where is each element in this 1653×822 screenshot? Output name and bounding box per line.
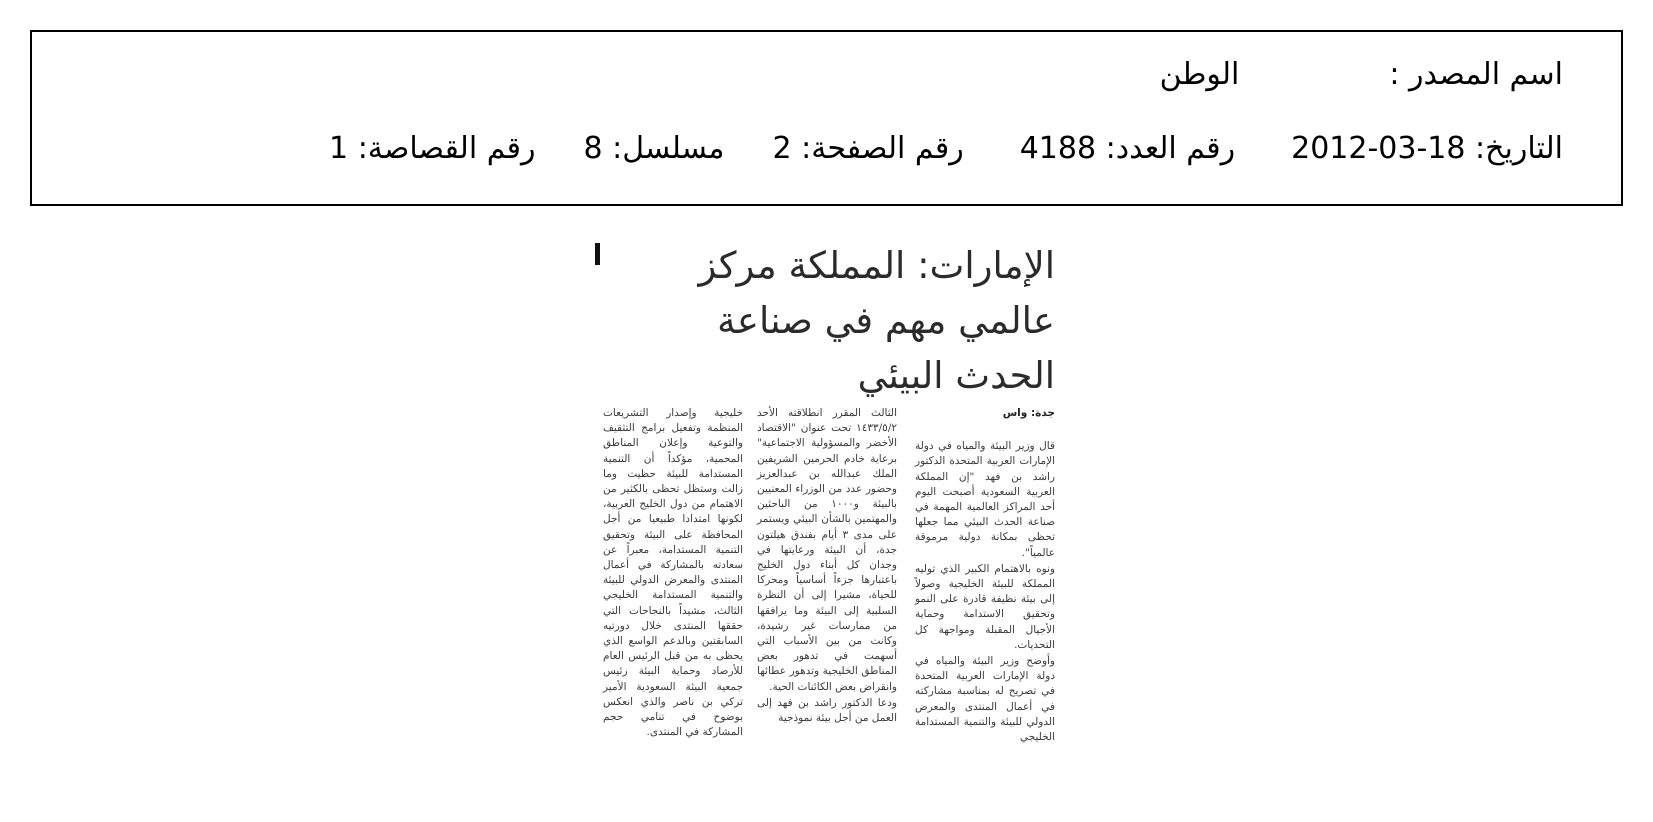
date-value: 2012-03-18 [1291, 131, 1466, 166]
page-label: رقم الصفحة: [801, 131, 964, 166]
serial-value: 8 [583, 131, 603, 166]
issue-value: 4188 [1019, 131, 1097, 166]
article-column-1 [915, 406, 1055, 746]
article-body [595, 406, 1055, 822]
article-column-3 [603, 406, 743, 741]
source-value: الوطن [1159, 57, 1240, 92]
source-row [1159, 57, 1563, 92]
article-column-2 [757, 406, 897, 727]
details-row [329, 131, 1563, 166]
clipping-metadata-box [30, 30, 1623, 206]
column-marker [595, 243, 600, 265]
date-label: التاريخ: [1475, 131, 1563, 166]
paragraph: ودعا الدكتور راشد بن فهد إلى العمل من أجل بيئة نموذجية [757, 696, 897, 725]
paragraph: الثالث المقرر انطلاقته الأحد ١٤٣٣/٥/٢ تحت عنوان "الاقتصاد الأخضر والمسؤولية الاجتماعية" برعاية خادم الحرمين الشريفين الملك عبدالله بن عبدالعزيز وحضور عدد من الوزراء المعنيين بالبيئة و١٠٠٠ من الباحثين والمهتمين بالشأن البيئي ويستمر على مدى ٣ أيام بفندق هيلتون جدة، أن البيئة ورعايتها في وجدان كل أبناء دول الخليج باعتبارها جزءاً أساسياً ومحركا للحياة، مشيرا إلى أن النظرة السلبية إلى البيئة وما يرافقها من ممارسات غير رشيدة، وكانت من بين الأسباب التي أسهمت في تدهور بعض المناطق الخليجية وتدهور عطائها وانقراض بعض الكائنات الحية. [757, 407, 897, 693]
issue-label: رقم العدد: [1105, 131, 1236, 166]
page-value: 2 [772, 131, 792, 166]
paragraph: خليجية وإصدار التشريعات المنظمة وتفعيل برامج التثقيف والتوعية وإعلان المناطق المحمية، مؤكداً أن التنمية المستدامة للبيئة حظيت وما زالت وستظل تحظى بالكثير من الاهتمام من دول الخليج العربية، لكونها امتدادا طبيعيا من أجل المحافظة على البيئة وتحقيق التنمية المستدامة، معبراً عن سعادته بالمشاركة في أعمال المنتدى والمعرض الدولي للبيئة والتنمية المستدامة الخليجي الثالث، مشيداً بالنجاحات التي حققها المنتدى خلال دورتيه السابقتين وبالدعم الواسع الذي يحظى به من قبل الرئيس العام للأرصاد وحماية البيئة رئيس جمعية البيئة السعودية الأمير تركي بن ناصر والذي انعكس بوضوح في تنامي حجم المشاركة في المنتدى. [603, 407, 743, 739]
article-headline: الإمارات: المملكة مركز عالمي مهم في صناعة الحدث البيئي [698, 244, 1055, 397]
clip-label: رقم القصاصة: [357, 131, 536, 166]
newspaper-clipping [595, 238, 1055, 822]
paragraph: ونوه بالاهتمام الكبير الذي توليه المملكة للبيئة الخليجية وصولاً إلى بيئة نظيفة قادرة على النمو وتحقيق الاستدامة وحماية الأجيال المقبلة ومواجهة كل التحديات. [915, 562, 1055, 651]
clip-value: 1 [329, 131, 349, 166]
source-label: اسم المصدر : [1389, 57, 1563, 92]
article-byline: جدة: واس [1002, 407, 1055, 419]
paragraph: قال وزير البيئة والمياه في دولة الإمارات العربية المتحدة الدكتور راشد بن فهد "إن المملكة العربية السعودية أصبحت اليوم أحد المراكز العالمية المهمة في صناعة الحدث البيئي مما جعلها تحظى بمكانة دولية مرموقة عالمياً". [915, 440, 1055, 559]
serial-label: مسلسل: [612, 131, 725, 166]
paragraph: وأوضح وزير البيئة والمياه في دولة الإمارات العربية المتحدة في تصريح له بمناسبة مشاركته في أعمال المنتدى والمعرض الدولي للبيئة والتنمية المستدامة الخليجي [915, 655, 1055, 744]
